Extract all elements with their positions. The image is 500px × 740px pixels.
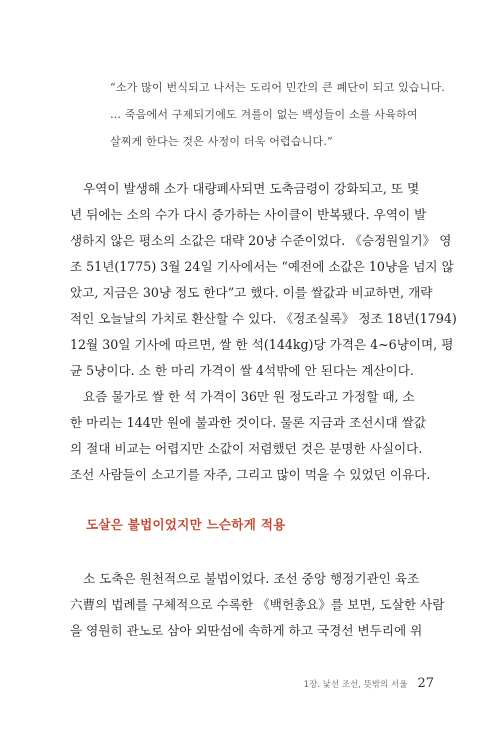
page-footer (304, 676, 434, 691)
quote-line: “소가 많이 번식되고 나서는 도리어 민간의 큰 폐단이 되고 있습니다. (110, 81, 446, 94)
text-line: 았고, 지금은 30냥 정도 한다”고 했다. 이를 쌀값과 비교하면, 개략 (70, 285, 433, 300)
text-line: 조선 사람들이 소고기를 자주, 그리고 많이 먹을 수 있었던 이유다. (70, 467, 431, 482)
text-line: 적인 오늘날의 가치로 환산할 수 있다. 《정조실록》 정조 18년(1794) (70, 311, 457, 326)
body-paragraphs-2 (70, 566, 450, 644)
section-heading: 도살은 불법이었지만 느슨하게 적용 (86, 517, 286, 532)
text-line: 년 뒤에는 소의 수가 다시 증가하는 사이클이 반복됐다. 우역이 발 (70, 207, 427, 222)
text-line: 요즘 물가로 쌀 한 석 가격이 36만 원 정도라고 가정할 때, 소 (83, 389, 415, 404)
running-footer-chapter: 1장. 낯선 조선, 뜻밖의 서울 (303, 680, 408, 690)
text-line: 六曹의 법례를 구체적으로 수록한 《백헌총요》를 보면, 도살한 사람 (70, 597, 445, 612)
text-line: 12월 30일 기사에 따르면, 쌀 한 석(144kg)당 가격은 4~6냥이며, 평 (70, 337, 454, 352)
text-line: 한 마리는 144만 원에 불과한 것이다. 물론 지금과 조선시대 쌀값 (70, 415, 427, 430)
text-line: 균 5냥이다. 소 한 마리 가격이 쌀 4석밖에 안 된다는 계산이다. (70, 363, 414, 378)
quote-line: … 죽음에서 구제되기에도 겨를이 없는 백성들이 소를 사육하여 (110, 108, 418, 121)
text-line: 생하지 않은 평소의 소값은 대략 20냥 수준이었다. 《승정원일기》 영 (70, 233, 452, 248)
text-line: 을 영원히 관노로 삼아 외딴섬에 속하게 하고 국경선 변두리에 위 (70, 623, 423, 638)
text-line: 의 절대 비교는 어렵지만 소값이 저렴했던 것은 분명한 사실이다. (70, 441, 423, 456)
text-line: 소 도축은 원천적으로 불법이었다. 조선 중앙 행정기관인 육조 (83, 571, 420, 586)
text-line: 조 51년(1775) 3월 24일 기사에서는 “예전에 소값은 10냥을 넘지 않 (70, 259, 454, 274)
text-line: 우역이 발생해 소가 대량폐사되면 도축금령이 강화되고, 또 몇 (83, 181, 420, 196)
page-number: 27 (417, 676, 434, 691)
quote-line: 살찌게 한다는 것은 사정이 더욱 어렵습니다.” (110, 135, 333, 148)
block-quote (110, 74, 450, 155)
body-paragraphs-1 (70, 176, 457, 488)
